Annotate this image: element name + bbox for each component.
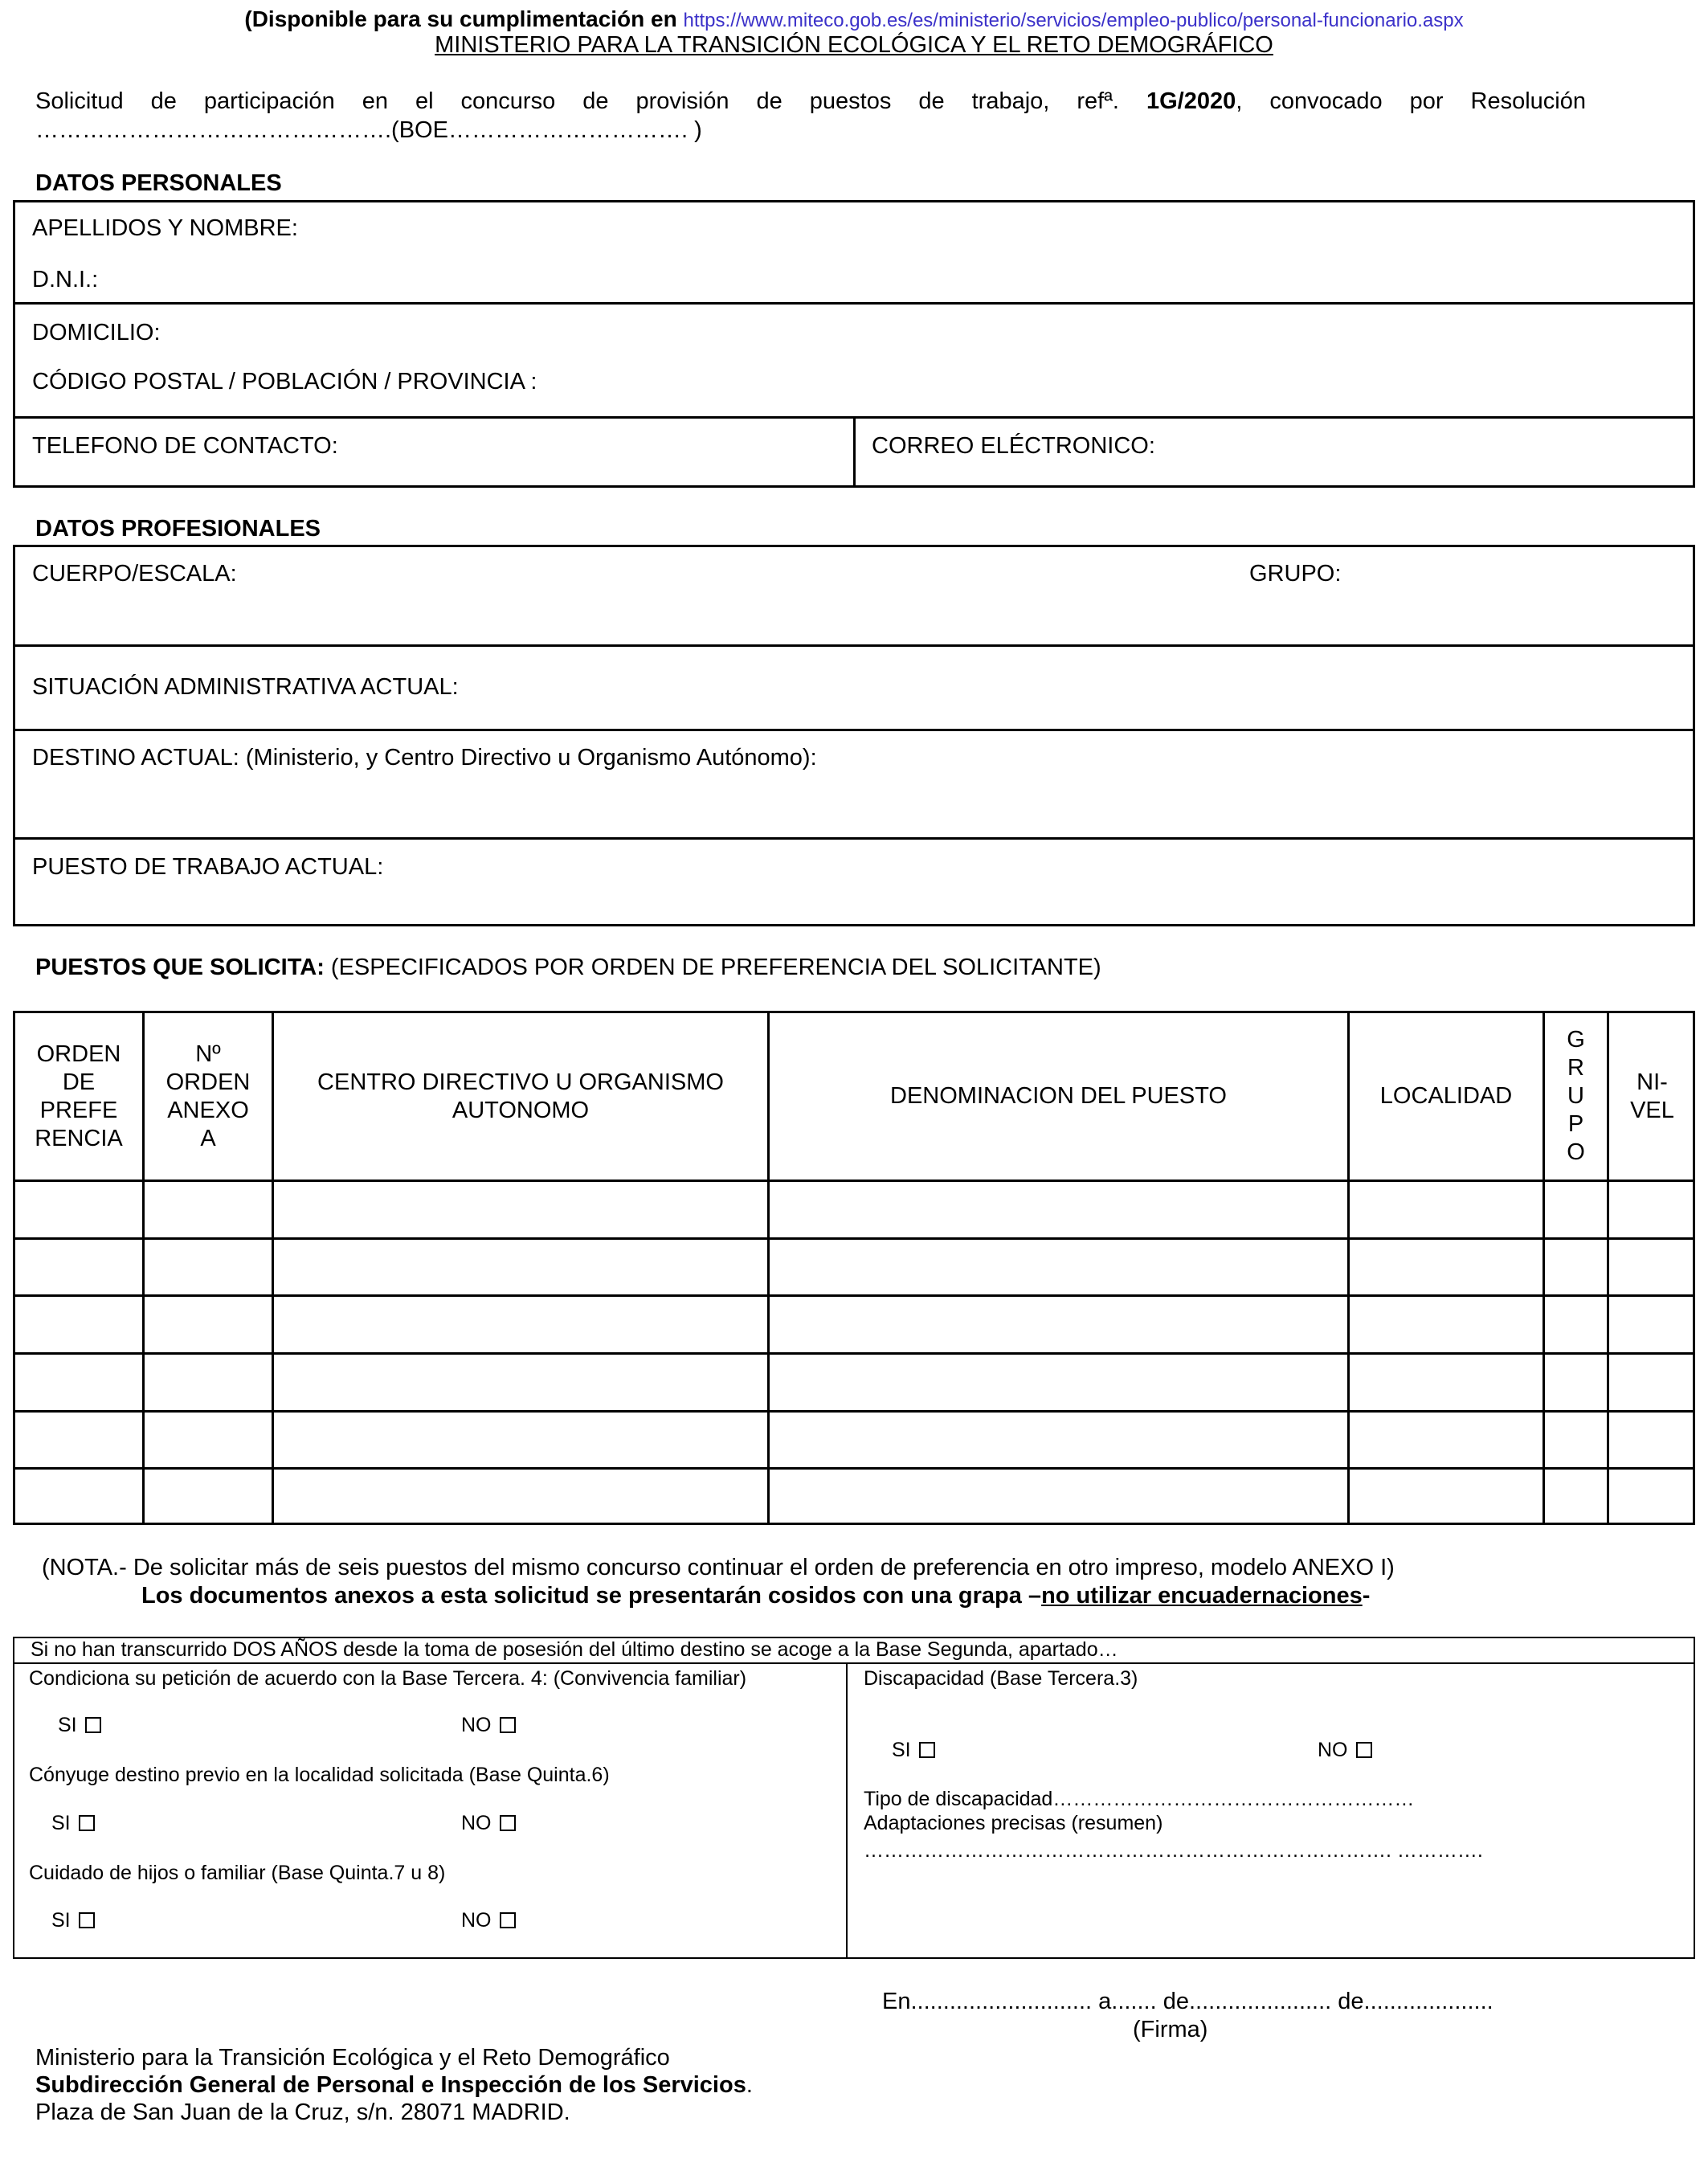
intro-line-1: [35, 88, 1586, 115]
footer-ministry: Ministerio para la Transición Ecológica y el Reto Demográfico: [35, 2045, 670, 2071]
documents-note-text: Los documentos anexos a esta solicitud se presentarán cosidos con una grapa –: [141, 1583, 1042, 1609]
col-header-annex-number: Nº ORDEN ANEXO A: [165, 1041, 251, 1151]
spouse-yes-label: SI: [51, 1812, 71, 1834]
spouse-no[interactable]: [461, 1812, 516, 1835]
col-header-locality: LOCALIDAD: [1379, 1083, 1513, 1109]
col-header-level: NI- VEL: [1630, 1069, 1674, 1123]
spouse-yes-checkbox[interactable]: [79, 1815, 95, 1831]
children-yes[interactable]: [51, 1909, 95, 1932]
ministry-title: MINISTERIO PARA LA TRANSICIÓN ECOLÓGICA Y EL RETO DEMOGRÁFICO: [435, 32, 1273, 58]
family-label: Condiciona su petición de acuerdo con la Base Tercera. 4: (Convivencia familiar): [29, 1667, 747, 1690]
availability-link[interactable]: https://www.miteco.gob.es/es/ministerio/servicios/empleo-publico/personal-funcionario.aspx: [683, 10, 1464, 31]
footer-subdirectorate-end: .: [746, 2072, 753, 2098]
children-no-label: NO: [461, 1909, 492, 1932]
postal-label: CÓDIGO POSTAL / POBLACIÓN / PROVINCIA :: [32, 369, 537, 395]
documents-note-underlined: no utilizar encuadernaciones: [1041, 1583, 1363, 1609]
email-label: CORREO ELÉCTRONICO:: [872, 433, 1155, 459]
positions-heading-bold: PUESTOS QUE SOLICITA:: [35, 955, 325, 980]
family-no-checkbox[interactable]: [500, 1717, 516, 1733]
dni-label: D.N.I.:: [32, 267, 99, 292]
col-header-group: G R U P O: [1567, 1027, 1585, 1165]
personal-heading: DATOS PERSONALES: [35, 170, 282, 196]
children-yes-checkbox[interactable]: [79, 1912, 95, 1928]
positions-heading-rest: (ESPECIFICADOS POR ORDEN DE PREFERENCIA DEL SOLICITANTE): [324, 955, 1101, 980]
bases-top-line: Si no han transcurrido DOS AÑOS desde la toma de posesión del último destino se acoge a la Base Segunda, apartado…: [31, 1638, 1118, 1661]
disability-yes-label: SI: [892, 1739, 911, 1761]
children-no[interactable]: [461, 1909, 516, 1932]
family-no[interactable]: [461, 1714, 516, 1737]
destination-label: DESTINO ACTUAL: (Ministerio, y Centro Directivo u Organismo Autónomo):: [32, 745, 817, 771]
footer-subdirectorate: [35, 2072, 753, 2099]
address-label: DOMICILIO:: [32, 320, 161, 345]
children-label: Cuidado de hijos o familiar (Base Quinta.7 u 8): [29, 1862, 446, 1884]
disability-no-label: NO: [1318, 1739, 1348, 1761]
spouse-no-label: NO: [461, 1812, 492, 1834]
body-scale-label: CUERPO/ESCALA:: [32, 561, 237, 587]
col-header-directive-center: CENTRO DIRECTIVO U ORGANISMO AUTONOMO: [317, 1069, 724, 1123]
name-label: APELLIDOS Y NOMBRE:: [32, 215, 298, 241]
disability-no[interactable]: [1318, 1739, 1372, 1762]
current-position-label: PUESTO DE TRABAJO ACTUAL:: [32, 854, 384, 880]
availability-line: [0, 6, 1708, 32]
spouse-no-checkbox[interactable]: [500, 1815, 516, 1831]
situation-label: SITUACIÓN ADMINISTRATIVA ACTUAL:: [32, 674, 459, 700]
positions-heading: [35, 955, 1101, 981]
col-header-position-name: DENOMINACION DEL PUESTO: [890, 1083, 1227, 1109]
spouse-label: Cónyuge destino previo en la localidad solicitada (Base Quinta.6): [29, 1764, 610, 1786]
family-yes[interactable]: [58, 1714, 101, 1737]
disability-no-checkbox[interactable]: [1356, 1742, 1372, 1758]
disability-type: Tipo de discapacidad………………………………………………: [864, 1788, 1415, 1810]
footer-subdirectorate-name: Subdirección General de Personal e Inspección de los Servicios: [35, 2072, 746, 2098]
availability-prefix: (Disponible para su cumplimentación en: [244, 6, 677, 31]
family-yes-checkbox[interactable]: [85, 1717, 101, 1733]
disability-yes[interactable]: [892, 1739, 935, 1762]
intro-text-end: , convocado por Resolución: [1236, 88, 1586, 114]
adaptations-dots: ……………………………………………………………………. ………….: [864, 1839, 1483, 1862]
disability-yes-checkbox[interactable]: [919, 1742, 935, 1758]
children-no-checkbox[interactable]: [500, 1912, 516, 1928]
documents-note: [141, 1583, 1370, 1609]
intro-reference: 1G/2020: [1146, 88, 1236, 114]
professional-heading: DATOS PROFESIONALES: [35, 516, 321, 542]
documents-note-suffix: -: [1362, 1583, 1371, 1609]
adaptations-label: Adaptaciones precisas (resumen): [864, 1812, 1163, 1834]
family-no-label: NO: [461, 1714, 492, 1736]
phone-label: TELEFONO DE CONTACTO:: [32, 433, 338, 459]
note-line: (NOTA.- De solicitar más de seis puestos del mismo concurso continuar el orden de preferencia en otro impreso, modelo ANEXO I): [42, 1555, 1395, 1580]
spouse-yes[interactable]: [51, 1812, 95, 1835]
group-label: GRUPO:: [1249, 561, 1342, 587]
place-date-line: En............................ a....... de...................... de....................: [882, 1989, 1493, 2014]
intro-text: Solicitud de participación en el concurso de provisión de puestos de trabajo, refª.: [35, 88, 1119, 114]
col-header-order: ORDEN DE PREFE RENCIA: [35, 1041, 123, 1151]
intro-line-2: ……………………………………….(BOE…………………………. ): [35, 117, 702, 143]
signature-label: (Firma): [1133, 2017, 1208, 2042]
children-yes-label: SI: [51, 1909, 71, 1932]
family-yes-label: SI: [58, 1714, 77, 1736]
disability-label: Discapacidad (Base Tercera.3): [864, 1667, 1138, 1690]
footer-address: Plaza de San Juan de la Cruz, s/n. 28071 MADRID.: [35, 2099, 570, 2125]
